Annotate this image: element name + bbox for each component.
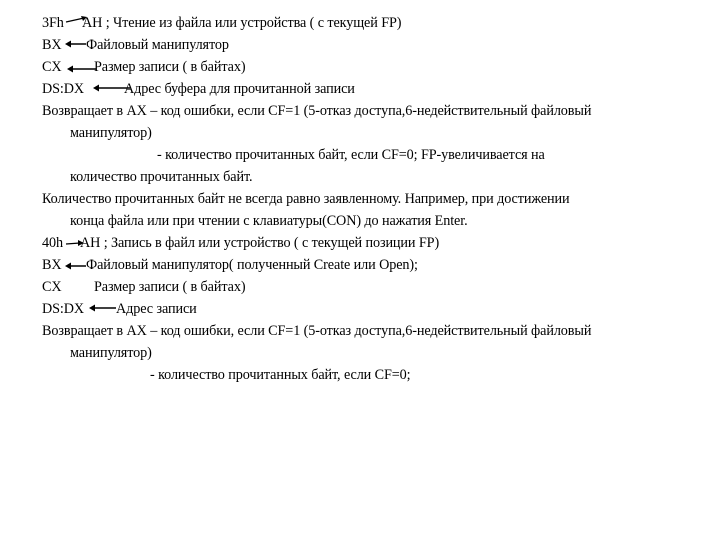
line-write-dsdx-register: DS:DX	[42, 301, 85, 317]
line-write-function-title: AH ; Запись в файл или устройство ( с текущей позиции FP)	[80, 235, 440, 251]
paragraph-note-line: конца файла или при чтении с клавиатуры(CON) до нажатия Enter.	[70, 213, 468, 229]
line-read-bx-desc: Файловый манипулятор	[86, 37, 229, 53]
arrow-left-icon	[88, 302, 118, 316]
arrow-left-icon	[64, 38, 88, 52]
line-write-dsdx-desc: Адрес записи	[116, 301, 197, 317]
paragraph-read-return-line: количество прочитанных байт.	[70, 169, 253, 185]
line-read-function-title: AH ; Чтение из файла или устройства ( с текущей FP)	[82, 15, 402, 31]
paragraph-read-return-line: - количество прочитанных байт, если CF=0; FP-увеличивается на	[157, 147, 545, 163]
line-read-cx-register: CX	[42, 59, 62, 75]
line-read-dsdx-desc: Адрес буфера для прочитанной записи	[124, 81, 355, 97]
paragraph-note-line: Количество прочитанных байт не всегда равно заявленному. Например, при достижении	[42, 191, 570, 207]
line-write-bx-register: BX	[42, 257, 62, 273]
line-write-cx-register: CX	[42, 279, 62, 295]
paragraph-write-return-line: Возвращает в AX – код ошибки, если CF=1 (5-отказ доступа,6-недействительный файловый	[42, 323, 592, 339]
paragraph-read-return-line: манипулятор)	[70, 125, 152, 141]
line-read-cx-desc: Размер записи ( в байтах)	[94, 59, 246, 75]
line-write-function-code: 40h	[42, 235, 63, 251]
paragraph-read-return-line: Возвращает в AX – код ошибки, если CF=1 (5-отказ доступа,6-недействительный файловый	[42, 103, 592, 119]
line-write-cx-desc: Размер записи ( в байтах)	[94, 279, 246, 295]
line-read-dsdx-register: DS:DX	[42, 81, 85, 97]
arrow-left-icon	[64, 260, 88, 274]
paragraph-write-return-line: - количество прочитанных байт, если CF=0;	[150, 367, 411, 383]
paragraph-write-return-line: манипулятор)	[70, 345, 152, 361]
line-read-function-code: 3Fh	[42, 15, 64, 31]
line-read-bx-register: BX	[42, 37, 62, 53]
line-write-bx-desc: Файловый манипулятор( полученный Create или Open);	[86, 257, 418, 273]
